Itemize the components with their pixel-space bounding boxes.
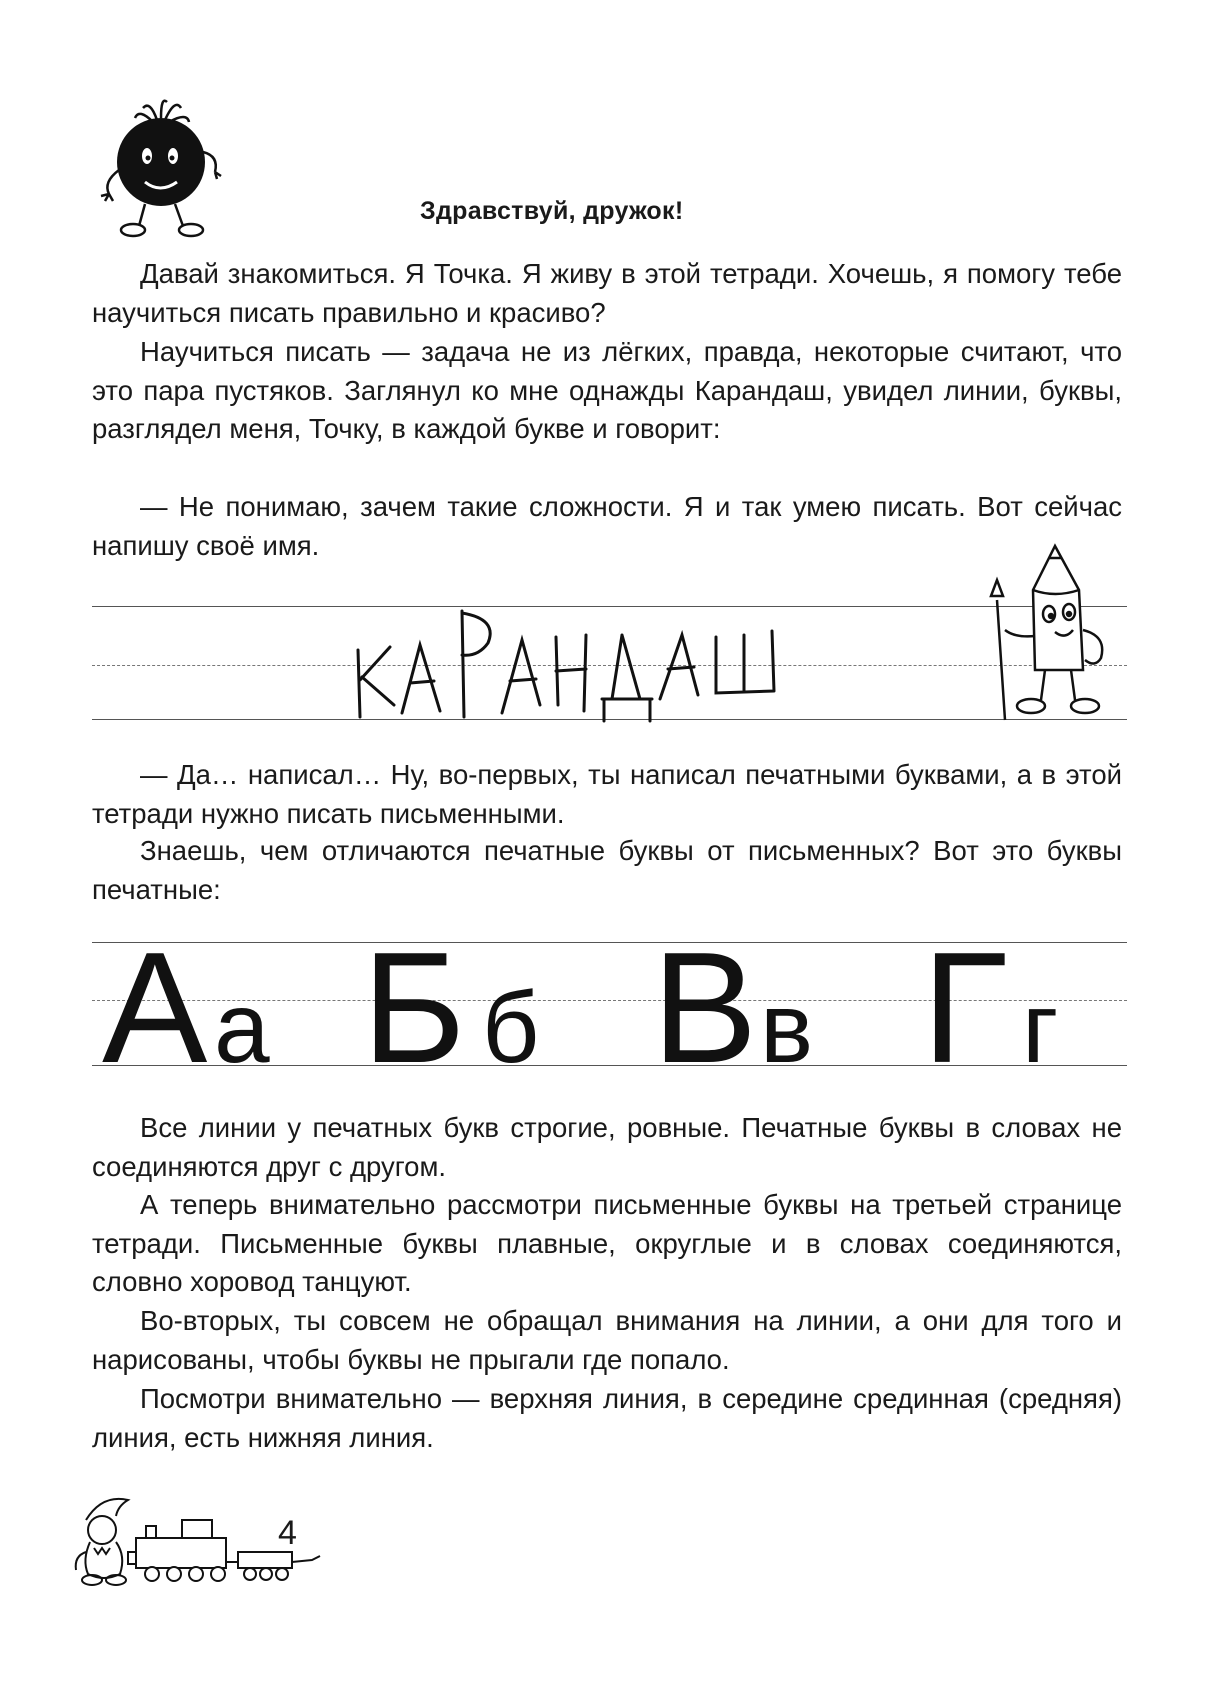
- print-letter-V-upper: В: [652, 930, 758, 1075]
- print-letter-v-lower: в: [760, 972, 814, 1075]
- paragraph-3: — Не понимаю, зачем такие сложности. Я и так умею писать. Вот сейчас напишу своё имя.: [92, 491, 1122, 561]
- page-title: Здравствуй, дружок!: [420, 197, 684, 225]
- paragraph-4: — Да… написал… Ну, во-первых, ты написал печатными буквами, а в этой тетради нужно писать письменными.: [92, 759, 1122, 829]
- paragraph-1: Давай знакомиться. Я Точка. Я живу в этой тетради. Хочешь, я помогу тебе научиться писать правильно и красиво?: [92, 258, 1122, 328]
- dot-character-illustration: [95, 90, 235, 250]
- paragraph-6: Все линии у печатных букв строгие, ровные. Печатные буквы в словах не соединяются друг с другом.: [92, 1112, 1122, 1182]
- paragraph-9: Посмотри внимательно — верхняя линия, в середине срединная (средняя) линия, есть нижняя линия.: [92, 1383, 1122, 1453]
- gnome-train-illustration: [72, 1490, 342, 1590]
- print-letter-A-upper: А: [102, 930, 208, 1075]
- print-letters-row: [92, 930, 1132, 1075]
- print-letter-B-upper: Б: [362, 930, 466, 1075]
- paragraph-8: Во-вторых, ты совсем не обращал внимания на линии, а они для того и нарисованы, чтобы буквы не прыгали где попало.: [92, 1305, 1122, 1375]
- paragraph-5: Знаешь, чем отличаются печатные буквы от письменных? Вот это буквы печатные:: [92, 835, 1122, 905]
- page-number: 4: [278, 1514, 297, 1552]
- print-letter-g-lower: г: [1022, 972, 1059, 1075]
- print-letter-G-upper: Г: [922, 930, 1008, 1075]
- print-letter-b-lower: б: [482, 972, 540, 1075]
- paragraph-2: Научиться писать — задача не из лёгких, правда, некоторые считают, что это пара пустяков. Заглянул ко мне однажды Карандаш, увидел линии, буквы, разглядел меня, Точку, в каждой букве и говорит:: [92, 336, 1122, 444]
- print-letter-a-lower: а: [214, 972, 270, 1075]
- pencil-character-illustration: [985, 540, 1120, 730]
- paragraph-7: А теперь внимательно рассмотри письменные буквы на третьей странице тетради. Письменные буквы плавные, округлые и в словах соединяются, словно хоровод танцуют.: [92, 1189, 1122, 1297]
- handwritten-word-karandash: [350, 595, 840, 725]
